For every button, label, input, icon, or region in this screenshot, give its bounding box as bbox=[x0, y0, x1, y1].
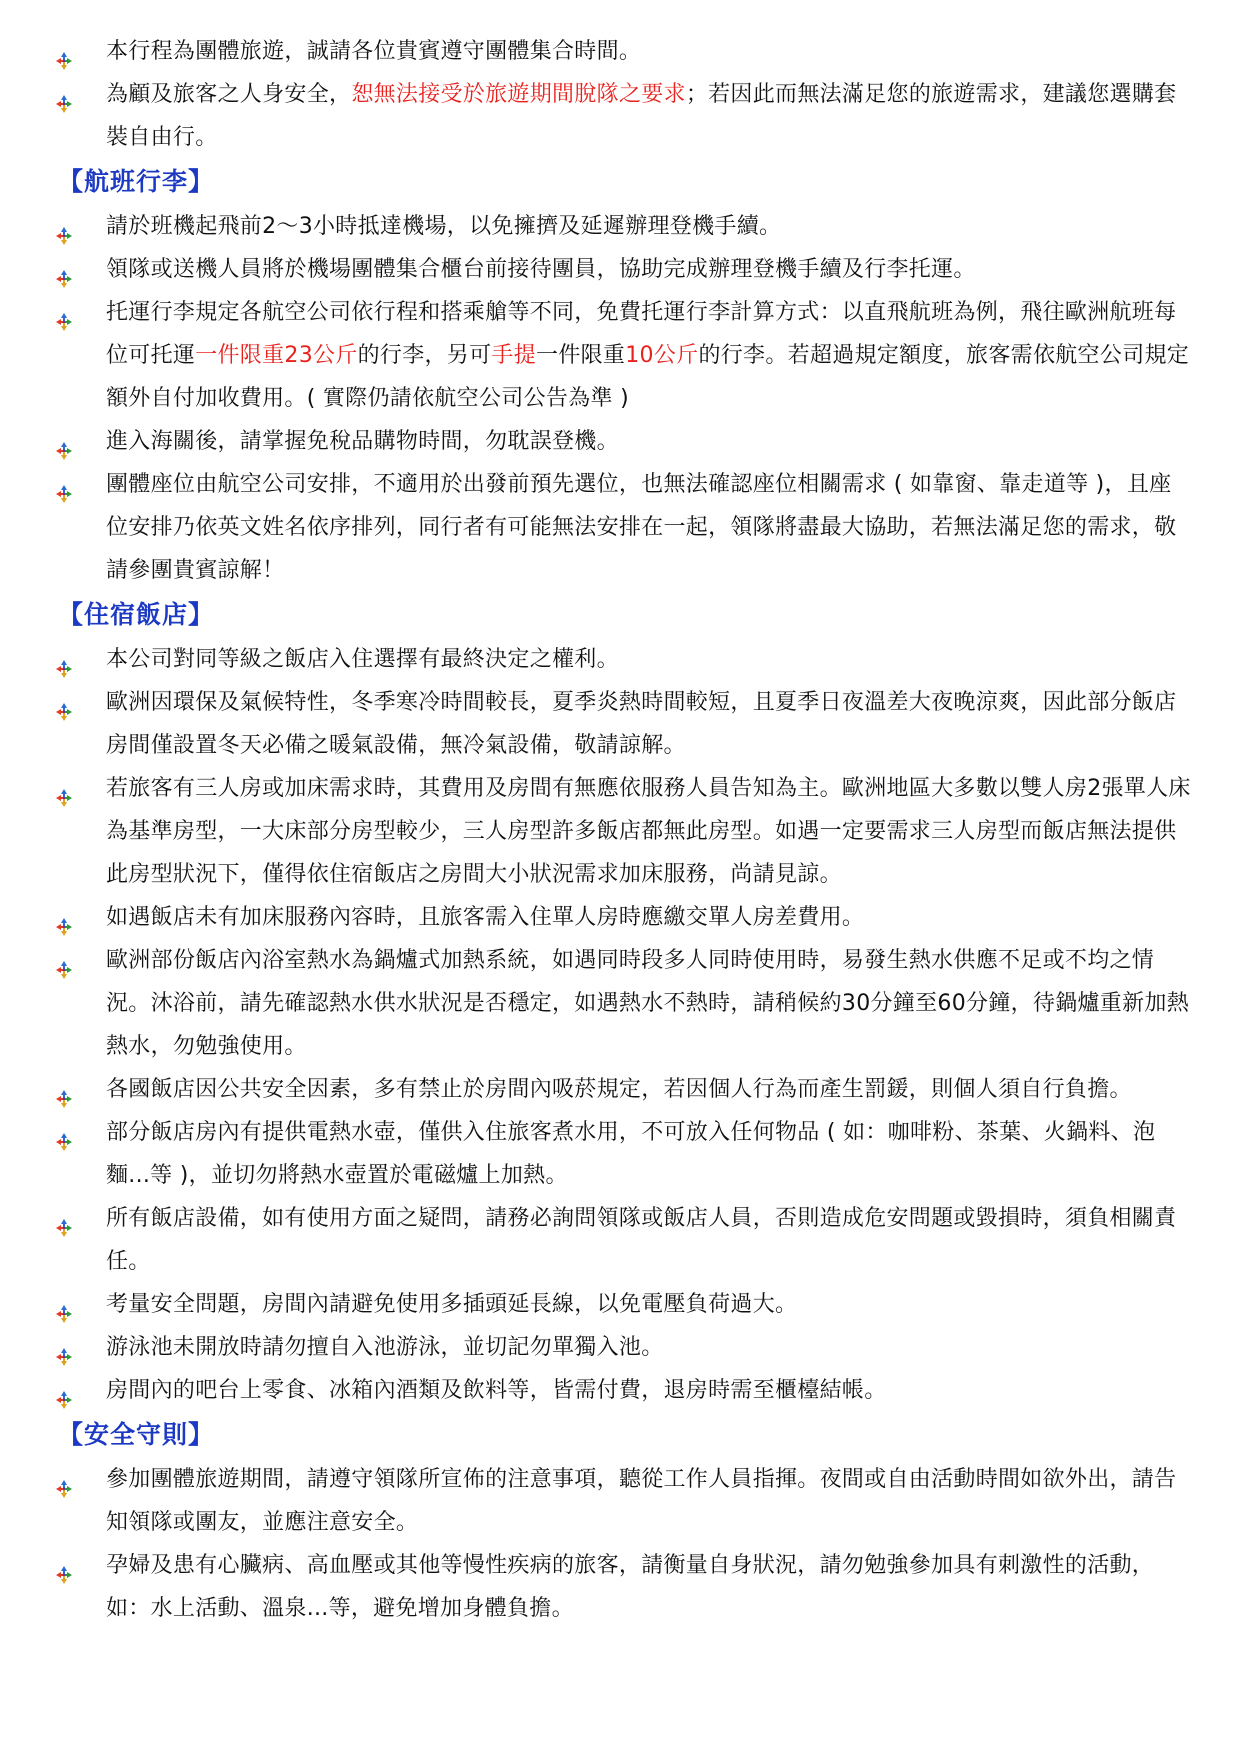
four-color-arrow-bullet-icon bbox=[54, 651, 74, 671]
list-item bbox=[52, 1326, 1191, 1369]
item-text: 如遇飯店未有加床服務內容時，且旅客需入住單人房時應繳交單人房差費用。 bbox=[106, 905, 865, 930]
four-color-arrow-bullet-icon bbox=[54, 694, 74, 714]
four-color-arrow-bullet-icon bbox=[54, 1382, 74, 1402]
four-color-arrow-bullet-icon bbox=[54, 261, 74, 281]
item-text: 若旅客有三人房或加床需求時，其費用及房間有無應依服務人員告知為主。歐洲地區大多數以雙人房2張單人床為基準房型，一大床部分房型較少，三人房型許多飯店都無此房型。如遇一定要需求三人房型而飯店無法提供此房型狀況下，僅得依住宿飯店之房間大小狀況需求加床服務，尚請見諒。 bbox=[106, 776, 1191, 887]
item-text: 請於班機起飛前2～3小時抵達機場，以免擁擠及延遲辦理登機手續。 bbox=[106, 214, 782, 239]
list-item bbox=[52, 30, 1191, 73]
item-text: 本行程為團體旅遊，誠請各位貴賓遵守團體集合時間。 bbox=[106, 39, 642, 64]
item-text: 各國飯店因公共安全因素，多有禁止於房間內吸菸規定，若因個人行為而產生罰鍰，則個人須自行負擔。 bbox=[106, 1077, 1132, 1102]
list-item bbox=[52, 205, 1191, 248]
item-text: 歐洲因環保及氣候特性，冬季寒冷時間較長，夏季炎熱時間較短，且夏季日夜溫差大夜晚涼爽，因此部分飯店房間僅設置冬天必備之暖氣設備，無冷氣設備，敬請諒解。 bbox=[106, 690, 1177, 758]
item-text: 托運行李規定各航空公司依行程和搭乘艙等不同，免費托運行李計算方式：以直飛航班為例，飛往歐洲航班每位可托運 bbox=[106, 300, 1177, 368]
list-item bbox=[52, 638, 1191, 681]
four-color-arrow-bullet-icon bbox=[54, 1339, 74, 1359]
item-text: 孕婦及患有心臟病、高血壓或其他等慢性疾病的旅客，請衡量自身狀況，請勿勉強參加具有刺激性的活動，如：水上活動、溫泉...等，避免增加身體負擔。 bbox=[106, 1553, 1155, 1621]
section-title: 【安全守則】 bbox=[58, 1420, 215, 1449]
item-text: 團體座位由航空公司安排，不適用於出發前預先選位，也無法確認座位相關需求 ( 如靠窗、靠走道等 )，且座位安排乃依英文姓名依序排列，同行者有可能無法安排在一起，領隊將盡最大協助，若無法滿足您的需求，敬請參團貴賓諒解！ bbox=[106, 472, 1177, 583]
highlight-text: 一件限重23公斤 bbox=[195, 343, 358, 368]
list-item bbox=[52, 939, 1191, 1068]
section-title: 【住宿飯店】 bbox=[58, 600, 215, 629]
highlight-text: 手提 bbox=[491, 343, 537, 368]
four-color-arrow-bullet-icon bbox=[54, 43, 74, 63]
list-item bbox=[52, 767, 1191, 896]
four-color-arrow-bullet-icon bbox=[54, 1557, 74, 1577]
item-text: 的行李。若超過規定額度，旅客需依航空公司規定額外自付加收費用。( 實際仍請依航空公司公告為準 ) bbox=[106, 343, 1190, 411]
highlight-text: 恕無法接受於旅遊期間脫隊之要求 bbox=[351, 82, 686, 107]
item-text: 進入海關後，請掌握免稅品購物時間，勿耽誤登機。 bbox=[106, 429, 619, 454]
item-text: 為顧及旅客之人身安全， bbox=[106, 82, 352, 107]
item-text: 參加團體旅遊期間，請遵守領隊所宣佈的注意事項，聽從工作人員指揮。夜間或自由活動時間如欲外出，請告知領隊或團友，並應注意安全。 bbox=[106, 1467, 1177, 1535]
four-color-arrow-bullet-icon bbox=[54, 433, 74, 453]
item-text: 所有飯店設備，如有使用方面之疑問，請務必詢問領隊或飯店人員，否則造成危安問題或毀損時，須負相關責任。 bbox=[106, 1206, 1177, 1274]
item-text: ；若因此而無法滿足您的旅遊需求，建議您選購套裝自由行。 bbox=[106, 82, 1177, 150]
four-color-arrow-bullet-icon bbox=[54, 780, 74, 800]
four-color-arrow-bullet-icon bbox=[54, 1471, 74, 1491]
item-text: 的行李，另可 bbox=[357, 343, 492, 368]
four-color-arrow-bullet-icon bbox=[54, 1081, 74, 1101]
four-color-arrow-bullet-icon bbox=[54, 1210, 74, 1230]
list-item bbox=[52, 1111, 1191, 1197]
item-text: 一件限重 bbox=[536, 343, 626, 368]
item-text: 領隊或送機人員將於機場團體集合櫃台前接待團員，協助完成辦理登機手續及行李托運。 bbox=[106, 257, 976, 282]
item-text: 房間內的吧台上零食、冰箱內酒類及飲料等，皆需付費，退房時需至櫃檯結帳。 bbox=[106, 1378, 887, 1403]
item-text: 部分飯店房內有提供電熱水壺，僅供入住旅客煮水用，不可放入任何物品 ( 如：咖啡粉、茶葉、火鍋料、泡麵...等 )，並切勿將熱水壺置於電磁爐上加熱。 bbox=[106, 1120, 1156, 1188]
four-color-arrow-bullet-icon bbox=[54, 476, 74, 496]
section-2 bbox=[52, 159, 1191, 592]
list-item bbox=[52, 1283, 1191, 1326]
list-item bbox=[52, 248, 1191, 291]
list-item bbox=[52, 1544, 1191, 1630]
item-text: 歐洲部份飯店內浴室熱水為鍋爐式加熱系統，如遇同時段多人同時使用時，易發生熱水供應不足或不均之情況。沐浴前，請先確認熱水供水狀況是否穩定，如遇熱水不熱時，請稍候約30分鐘至60分鐘，待鍋爐重新加熱熱水，勿勉強使用。 bbox=[106, 948, 1189, 1059]
list-item bbox=[52, 420, 1191, 463]
section-title: 【航班行李】 bbox=[58, 167, 215, 196]
list-item bbox=[52, 463, 1191, 592]
list-item bbox=[52, 73, 1191, 159]
section-4 bbox=[52, 1412, 1191, 1630]
list-item bbox=[52, 291, 1191, 420]
four-color-arrow-bullet-icon bbox=[54, 909, 74, 929]
list-item bbox=[52, 1458, 1191, 1544]
section-1 bbox=[52, 30, 1191, 159]
four-color-arrow-bullet-icon bbox=[54, 1296, 74, 1316]
list-item bbox=[52, 1197, 1191, 1283]
four-color-arrow-bullet-icon bbox=[54, 952, 74, 972]
highlight-text: 10公斤 bbox=[625, 343, 699, 368]
list-item bbox=[52, 1369, 1191, 1412]
item-text: 本公司對同等級之飯店入住選擇有最終決定之權利。 bbox=[106, 647, 619, 672]
four-color-arrow-bullet-icon bbox=[54, 86, 74, 106]
list-item bbox=[52, 681, 1191, 767]
list-item bbox=[52, 1068, 1191, 1111]
four-color-arrow-bullet-icon bbox=[54, 1124, 74, 1144]
list-item bbox=[52, 896, 1191, 939]
item-text: 考量安全問題，房間內請避免使用多插頭延長線，以免電壓負荷過大。 bbox=[106, 1292, 798, 1317]
four-color-arrow-bullet-icon bbox=[54, 218, 74, 238]
four-color-arrow-bullet-icon bbox=[54, 304, 74, 324]
item-text: 游泳池未開放時請勿擅自入池游泳，並切記勿單獨入池。 bbox=[106, 1335, 664, 1360]
section-3 bbox=[52, 592, 1191, 1412]
